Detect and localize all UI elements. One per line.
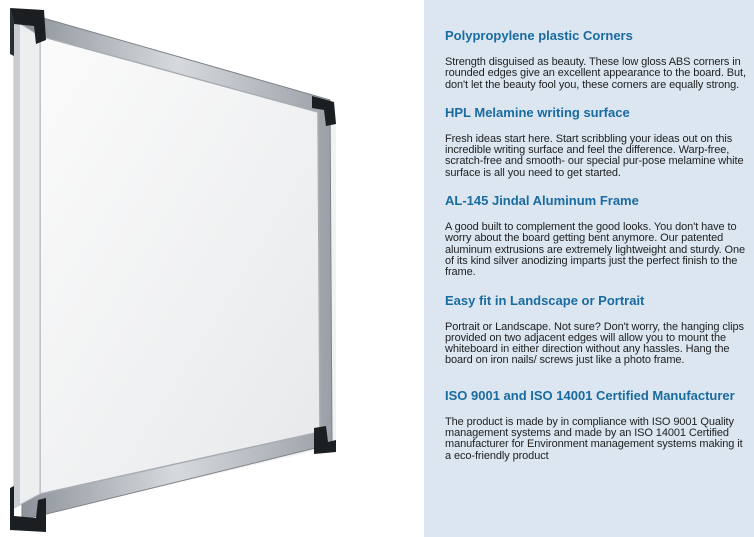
features-panel bbox=[424, 0, 754, 537]
feature-iso-certified bbox=[445, 389, 746, 462]
feature-description: Portrait or Landscape. Not sure? Don't worry, the hanging clips provided on two adjacent edges will allow you to mount the whiteboard in either direction without any hassles. Hang the board on iron nails/ screws just like a photo frame. bbox=[445, 320, 744, 367]
feature-description: The product is made by in compliance with ISO 9001 Quality management systems and made by an ISO 14001 Certified manufacturer for Environment management systems making it a eco-friendly product bbox=[445, 415, 743, 462]
feature-title: Easy fit in Landscape or Portrait bbox=[445, 292, 645, 308]
writing-surface bbox=[40, 36, 320, 494]
feature-melamine-surface bbox=[445, 106, 746, 179]
feature-title: HPL Melamine writing surface bbox=[445, 104, 630, 120]
feature-title: AL-145 Jindal Aluminum Frame bbox=[445, 193, 639, 209]
feature-description: Strength disguised as beauty. These low gloss ABS corners in rounded edges give an excellent appearance to the board. But, don't let the beauty fool you, these corners are equally strong. bbox=[445, 56, 746, 91]
feature-landscape-portrait bbox=[445, 294, 746, 367]
feature-aluminum-frame bbox=[445, 194, 746, 278]
feature-description: Fresh ideas start here. Start scribbling your ideas out on this incredible writing surface and feel the difference. Warp-free, scratch-free and smooth- our special pur-pose melamine white surface is all you need to get started. bbox=[445, 132, 744, 179]
feature-polypropylene-corners bbox=[445, 29, 746, 91]
feature-description: A good built to complement the good looks. You don't have to worry about the board getting bent anymore. Our patented aluminum extrusions are extremely lightweight and sturdy. One of its kind silver anodizing imparts just the perfect finish to the frame. bbox=[445, 221, 746, 279]
feature-title: ISO 9001 and ISO 14001 Certified Manufacturer bbox=[445, 387, 735, 403]
feature-title: Polypropylene plastic Corners bbox=[445, 28, 633, 43]
